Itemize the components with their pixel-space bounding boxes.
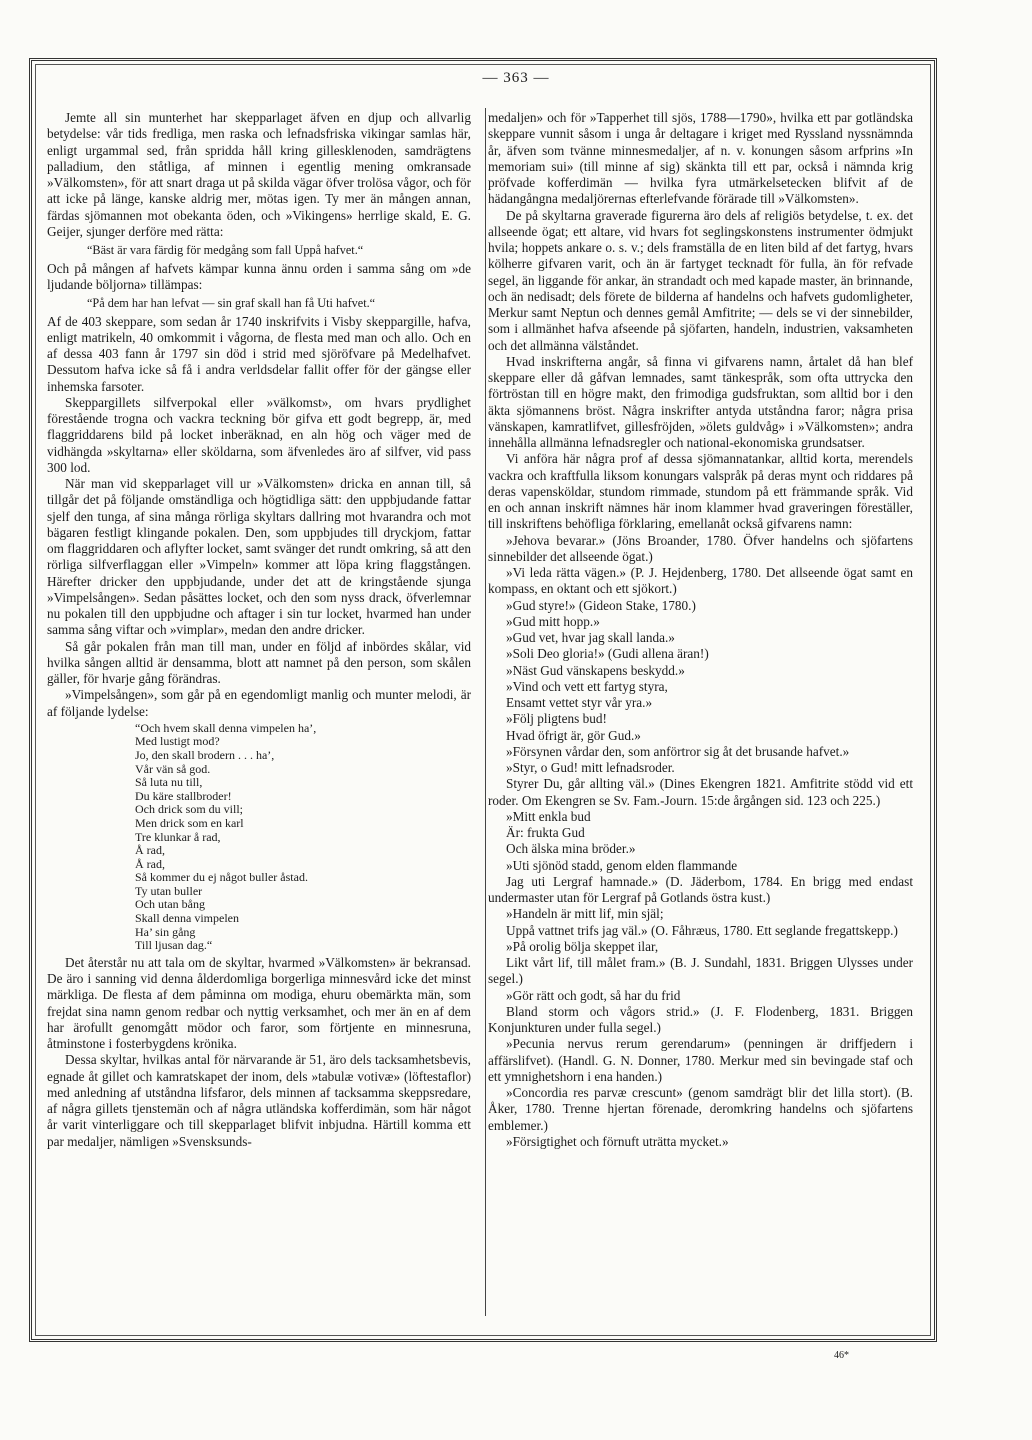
verse-line: Jo, den skall brodern . . . ha’, (135, 747, 275, 762)
paragraph: Och på mången af hafvets kämpar kunna ännu orden i samma sång om »de ljudande böljorna» tillämpas: (47, 260, 471, 292)
motto: Ensamt vettet styr vår yra.» (506, 695, 653, 710)
motto: »Gud mitt hopp.» (506, 613, 600, 629)
song-verse (135, 722, 471, 953)
quote: “På dem har han lefvat — sin graf skall han få Uti hafvet.“ (87, 296, 376, 310)
paragraph: Vi anföra här några prof af dessa sjömannatankar, alltid korta, merendels vackra och kraftfulla liksom konungars valspråk på deras mynt och riddares på deras vapensköldar, stundom rimmade, stundom på ett främmande språk. Vid en och annan inskrift nämnes här inom klammer hvad graveringen föreställer, till inskriftens behöfliga förklaring, emellanåt också gifvarens namn: (488, 451, 913, 532)
verse-line: Å rad, (135, 843, 165, 858)
verse-line: Med lustigt mod? (135, 734, 220, 749)
motto: »Jehova bevarar.» (Jöns Broander, 1780. Öfver handelns och sjöfartens sinnebilder det allseende ögat.) (488, 532, 913, 564)
paragraph: De på skyltarna graverade figurerna äro dels af religiös betydelse, t. ex. det allseende ögat; ett altare, vid hvars fot seglingskonstens instrumenter ödmjukt hvila; hoppets ankare o. s. v.; dels framställa de en liten bild af det fartyg, hvars kölherre gifvaren varit, och än är fartyget tecknadt för fulla, än för refvade segel, än liggande för ankar, än strandadt och med kapade master, än brinnande, och än nedisadt; dels förete de bilderna af handelns och hafvets gudomligheter, Merkur samt Neptun och dennes gemål Amfitrite; — dels se vi der sinnebilder, som i allmänhet hafva afseende på sjöfarten, handeln, industrien, vaksamheten och det allmänna välståndet. (488, 207, 913, 353)
motto: »Försigtighet och förnuft uträtta mycket.» (506, 1133, 729, 1149)
motto: Bland storm och vågors strid.» (J. F. Flodenberg, 1831. Briggen Konjunkturen under fulla segel.) (488, 1003, 913, 1035)
motto: Hvad öfrigt är, gör Gud.» (506, 727, 641, 743)
verse-line: Ty utan buller (135, 883, 203, 898)
verse-line: “Och hvem skall denna vimpelen ha’, (135, 720, 317, 735)
paragraph: Af de 403 skeppare, som sedan år 1740 inskrifvits i Visby skeppargille, hafva, enligt matrikeln, 40 omkommit i vågorna, de flesta med man och allo. Och en af dessa 403 fann år 1797 sin död i strid med sjöröfvare på Medelhafvet. Dessutom hafva icke så få i andra verldsdelar fallit offer för der gängse eller inhemska farsoter. (47, 313, 471, 394)
verse-line: Vår vän så god. (135, 761, 211, 776)
motto: Och älska mina bröder.» (506, 841, 636, 857)
verse-line: Ha’ sin gång (135, 924, 196, 939)
motto: »Pecunia nervus rerum gerendarum» (penningen är driffjedern i affärslifvet). (Handl. G. N. Donner, 1780. Merkur med sin bevingade staf och ett ymnighetshorn i ena handen.) (488, 1036, 913, 1084)
verse-line: Å rad, (135, 856, 165, 871)
paragraph: Så går pokalen från man till man, under en följd af inbördes skålar, vid hvilka sången alltid är densamma, blott att namnet på den person, som skålen gäller, för hvarje gång förändras. (47, 638, 471, 686)
left-column (47, 110, 471, 1150)
motto: »Soli Deo gloria!» (Gudi allena äran!) (506, 646, 709, 662)
motto: »Gud styre!» (Gideon Stake, 1780.) (506, 597, 696, 613)
verse-line: Tre klunkar å rad, (135, 829, 221, 844)
right-column (488, 110, 913, 1150)
motto: »På orolig bölja skeppet ilar, (506, 938, 659, 954)
motto: »Gör rätt och godt, så har du frid (506, 987, 681, 1003)
verse-line: Till ljusan dag.“ (135, 938, 213, 953)
verse-line: Du käre stallbroder! (135, 788, 232, 803)
motto: »Mitt enkla bud (506, 808, 591, 824)
page-number: — 363 — (482, 70, 550, 86)
motto: »Concordia res parvæ crescunt» (genom samdrägt blir det lilla stort). (B. Åker, 1780. Trenne hjertan förenade, deromkring handelns och sjöfartens emblemer.) (488, 1085, 913, 1133)
motto: »Vind och vett ett fartyg styra, (506, 678, 668, 694)
paragraph: medaljen» och för »Tapperhet till sjös, 1788—1790», hvilka ett par gotländska skeppare vunnit såsom i unga år deltagare i kriget med Ryssland nyssnämnda år, äfven som tvänne minnesmedaljer, af n. v. konungen såsom arfprins »In memoriam sui» (till minne af sig) skänkta till ett par, också i nämnda krig pröfvade kofferdimän — hvilka fyra utmärkelsetecken blifvit af de hädangångna medaljörernas efterlefvande förärade till »Välkomsten». (488, 110, 913, 207)
motto: Är: frukta Gud (506, 825, 585, 840)
paragraph: »Vimpelsången», som går på en egendomligt manlig och munter melodi, är af följande lydelse: (47, 687, 471, 719)
paragraph: Det återstår nu att tala om de skyltar, hvarmed »Välkomsten» är bekransad. De äro i sanning vid denna ålderdomliga borgerliga minnesvård icke det minst märkliga. De flesta af dem påminna om modiga, ehuru obemärkta män, som frejdat sina namn genom redbar och nyttig verksamhet, och mer än en af dem har ärofullt genomgått mödor och faror, som förtjente en minnesruna, åtminstone i fosterbygdens krönika. (47, 954, 471, 1052)
motto: »Handeln är mitt lif, min själ; (506, 906, 664, 922)
footer-signature: 46* (834, 1350, 849, 1361)
verse-line: Men drick som en karl (135, 815, 244, 830)
paragraph: Hvad inskrifterna angår, så finna vi gifvarens namn, årtalet då han blef skeppare eller då gåfvan lemnades, samt tänkespråk, som ofta uttrycka den förtröstan till en högre makt, den frimodiga gudsfruktan, som alltid bor i den äkta sjömannens bröst. Några inskrifter antyda utståndna faror; några prisa vänskapen, kamratlifvet, gillesfröjden, »ölets guldvåg» i »Välkomsten»; andra innehålla allmänna lefnadsregler och national-ekonomiska grundsatser. (488, 353, 913, 450)
motto: Likt vårt lif, till målet fram.» (B. J. Sundahl, 1831. Briggen Ulysses under segel.) (488, 955, 913, 987)
verse-line: Så luta nu till, (135, 775, 203, 790)
motto: »Styr, o Gud! mitt lefnadsroder. (506, 760, 675, 775)
column-divider (485, 108, 486, 1316)
verse-line: Och drick som du vill; (135, 802, 243, 817)
motto: »Uti sjönöd stadd, genom elden flammande (506, 857, 738, 873)
verse-line: Så kommer du ej något buller åstad. (135, 870, 308, 885)
paragraph: Skeppargillets silfverpokal eller »välkomst», om hvars prydlighet förestående trogna och vackra teckning bör gifva ett godt begrepp, är, med flaggriddarens bild på locket inberäknad, en aln hög och väger med de vidhängda »skyltarna» eller sköldarna, som äfvenledes äro af silfver, vid pass 300 lod. (47, 394, 471, 475)
motto: »Följ pligtens bud! (506, 711, 607, 727)
paragraph: Dessa skyltar, hvilkas antal för närvarande är 51, äro dels tacksamhetsbevis, egnade åt gillet och kamratskapet der inom, dels »tabulæ votivæ» (löftestaflor) med anledning af utståndna lifsfaror, dels minnen af tacksamma skeppsredare, af några gillets tjenstemän och af några utländska kofferdimän, som här något år varit vinterliggare och till skepparlaget blifvit inbjudna. Härtill komma ett par medaljer, nämligen »Svensksunds- (47, 1052, 471, 1149)
motto: Styrer Du, går allting väl.» (Dines Ekengren 1821. Amfitrite stödd vid ett roder. Om Ekengren se Sv. Fam.-Journ. 15:de årgången sid. 123 och 225.) (488, 776, 913, 808)
verse-line: Skall denna vimpelen (135, 911, 239, 926)
paragraph: Jemte all sin munterhet har skepparlaget äfven en djup och allvarlig betydelse: vår tids fredliga, men raska och lefnadsfriska vikingar samlas här, enligt urgammal sed, från spridda håll kring gillesklenoden, samdrägtens palladium, den ståtliga, af minnen i egentlig mening omkransade »Välkomsten», för att snart draga ut på skilda vägar öfver trolösa vågor, och för att icke på länge, kanske aldrig mer, mötas igen. Ty mer än mången annan, färdas sjömannen mot obekanta öden, och »Vikingens» herrlige skald, E. G. Geijer, sjunger derföre med rätta: (47, 110, 471, 239)
paragraph: När man vid skepparlaget vill ur »Välkomsten» dricka en annan till, så tillgår det på följande omständliga och högtidliga sätt: den uppbjudande fattar sjelf den tunga, af sina många rörliga skyltars dallring mot hvarandra och mot bägaren festligt klingande pokalen. Den, som uppbjudes till dryckjom, fattar om flaggriddaren och aflyfter locket, samt svänger det rundt omkring, så att den rörliga silfverflaggan eller »Vimpeln» kommer att löpa kring flaggstången. Härefter dricker den uppbjudande, under det att de kringstående sjunga »Vimpelsången». Sedan påsättes locket, och den som nyss drack, öfverlemnar nu pokalen till den uppbjudne och aftager i sin tur locket, hvarmed han under samma sång viftar och »vimplar», medan den andre dricker. (47, 476, 471, 638)
motto: »Näst Gud vänskapens beskydd.» (506, 662, 685, 678)
motto: »Försynen vårdar den, som anförtror sig åt det brusande hafvet.» (506, 743, 850, 759)
motto: Jag uti Lergraf hamnade.» (D. Jäderbom, 1784. En brigg med endast undermaster utan för Lergraf på Gotlands östra kust.) (488, 873, 913, 905)
verse-line: Och utan bång (135, 897, 205, 912)
quote: “Bäst är vara färdig för medgång som fall Uppå hafvet.“ (87, 243, 364, 257)
motto: »Gud vet, hvar jag skall landa.» (506, 630, 675, 645)
motto: »Vi leda rätta vägen.» (P. J. Hejdenberg, 1780. Det allseende ögat samt en kompass, en oktant och ett sjökort.) (488, 565, 913, 597)
motto: Uppå vattnet trifs jag väl.» (O. Fåhræus, 1780. Ett seglande fregattskepp.) (506, 922, 898, 938)
